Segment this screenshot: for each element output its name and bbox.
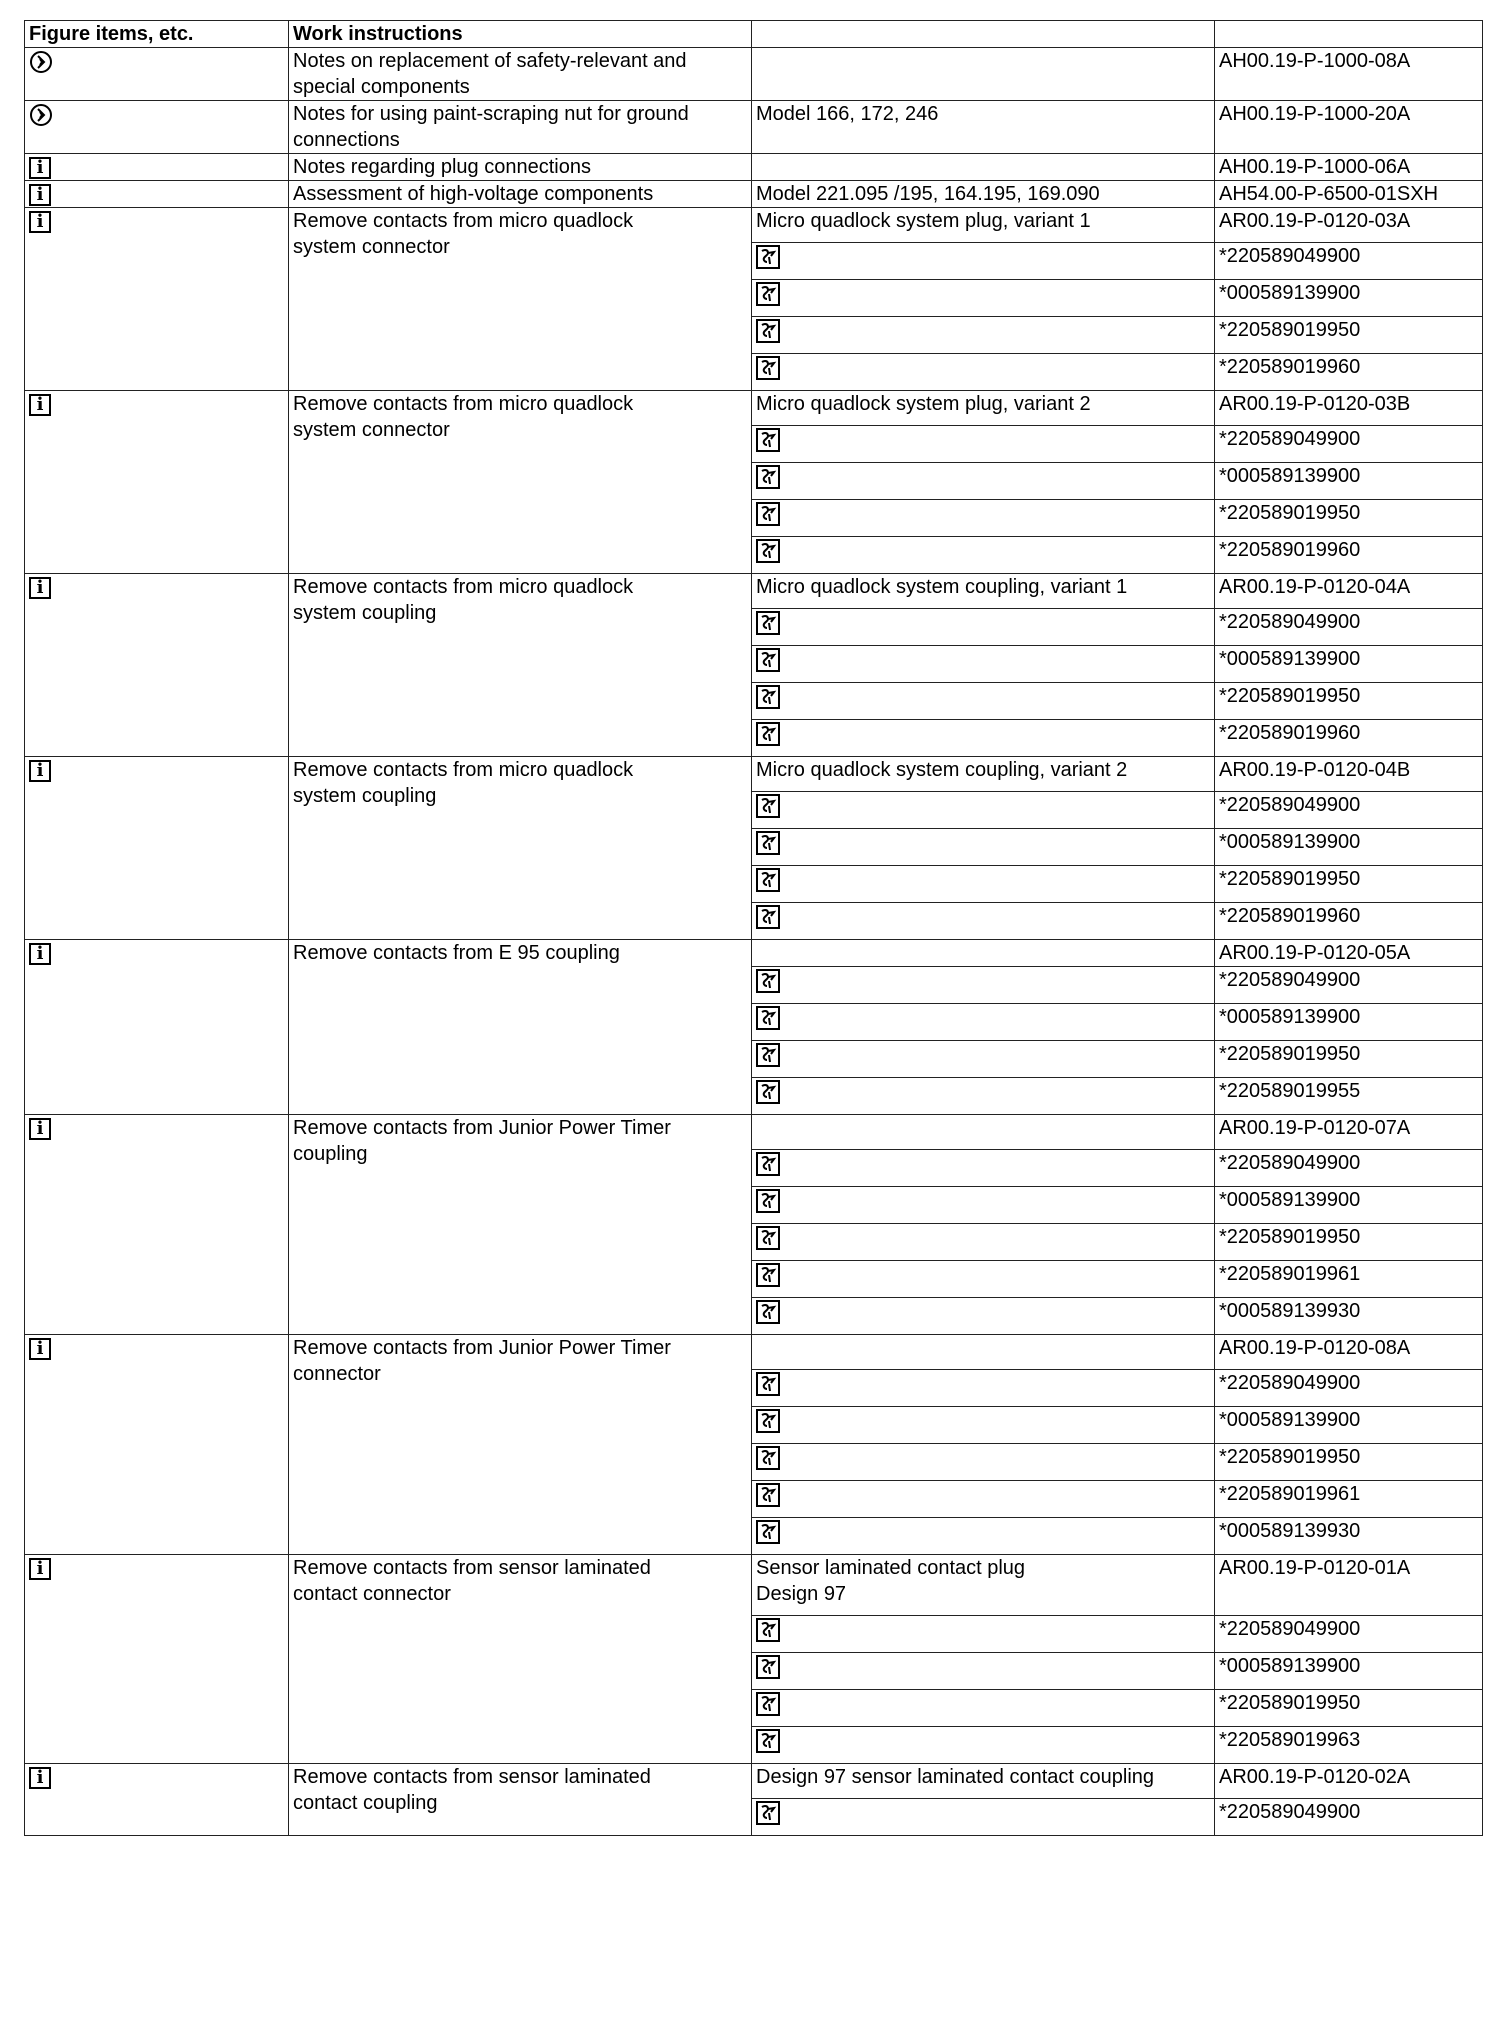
tool-number-cell — [1215, 829, 1483, 866]
instruction-text: contact connector — [293, 1583, 451, 1605]
table-row — [25, 1764, 1483, 1799]
tool-number: *220589019950 — [1219, 1446, 1361, 1468]
info-icon: i — [29, 943, 51, 965]
tool-icon-cell — [752, 1444, 1215, 1481]
special-tool-icon — [756, 539, 780, 563]
tool-number: *000589139900 — [1219, 648, 1361, 670]
document-reference: AH54.00-P-6500-01SXH — [1219, 183, 1439, 205]
tool-icon-cell — [752, 903, 1215, 940]
tool-number: *220589019961 — [1219, 1263, 1361, 1285]
reference-cell — [1215, 1764, 1483, 1799]
reference-cell — [1215, 574, 1483, 609]
instruction-cell — [289, 48, 752, 101]
tool-number-cell — [1215, 1653, 1483, 1690]
tool-number-cell — [1215, 1224, 1483, 1261]
tool-number: *220589049900 — [1219, 1801, 1361, 1823]
figure-cell — [25, 208, 289, 391]
note-text: Micro quadlock system plug, variant 2 — [756, 393, 1091, 415]
tool-icon-cell — [752, 1690, 1215, 1727]
note-text: Model 166, 172, 246 — [756, 103, 939, 125]
tool-icon-cell — [752, 792, 1215, 829]
note-text: Micro quadlock system coupling, variant 2 — [756, 759, 1128, 781]
tool-icon-cell — [752, 280, 1215, 317]
tool-number-cell — [1215, 1799, 1483, 1836]
instruction-cell — [289, 181, 752, 208]
tool-number: *220589019960 — [1219, 539, 1361, 561]
table-row — [25, 574, 1483, 609]
reference-cell — [1215, 1335, 1483, 1370]
reference-cell — [1215, 48, 1483, 101]
info-icon: i — [29, 184, 51, 206]
tool-icon-cell — [752, 1799, 1215, 1836]
table-row — [25, 757, 1483, 792]
instruction-cell — [289, 101, 752, 154]
instruction-text: Remove contacts from micro quadlock — [293, 210, 634, 232]
instruction-text: Remove contacts from sensor laminated — [293, 1557, 651, 1579]
table-row — [25, 1115, 1483, 1150]
table-body — [25, 48, 1483, 1836]
special-tool-icon — [756, 1520, 780, 1544]
tool-number: *220589019963 — [1219, 1729, 1361, 1751]
special-tool-icon — [756, 1300, 780, 1324]
instruction-text: system connector — [293, 236, 450, 258]
figure-cell — [25, 154, 289, 181]
special-tool-icon — [756, 1801, 780, 1825]
tool-number-cell — [1215, 1690, 1483, 1727]
tool-number: *000589139900 — [1219, 1006, 1361, 1028]
document-reference: AR00.19-P-0120-05A — [1219, 942, 1411, 964]
figure-cell — [25, 101, 289, 154]
instruction-text: system connector — [293, 419, 450, 441]
instruction-cell — [289, 391, 752, 574]
tool-icon-cell — [752, 1407, 1215, 1444]
note-cell — [752, 48, 1215, 101]
note-text: Micro quadlock system coupling, variant 1 — [756, 576, 1128, 598]
special-tool-icon — [756, 1263, 780, 1287]
tool-icon-cell — [752, 243, 1215, 280]
note-cell — [752, 208, 1215, 243]
tool-number: *220589019950 — [1219, 1043, 1361, 1065]
tool-icon-cell — [752, 317, 1215, 354]
instruction-text: Notes regarding plug connections — [293, 156, 591, 178]
tool-number-cell — [1215, 1078, 1483, 1115]
tool-number: *000589139930 — [1219, 1300, 1361, 1322]
note-cell — [752, 1115, 1215, 1150]
instruction-text: Remove contacts from micro quadlock — [293, 576, 634, 598]
tool-icon-cell — [752, 1481, 1215, 1518]
reference-cell — [1215, 101, 1483, 154]
special-tool-icon — [756, 282, 780, 306]
tool-number-cell — [1215, 1041, 1483, 1078]
tool-icon-cell — [752, 1298, 1215, 1335]
tool-number: *220589019950 — [1219, 868, 1361, 890]
special-tool-icon — [756, 1226, 780, 1250]
note-cell — [752, 181, 1215, 208]
instruction-cell — [289, 1764, 752, 1836]
tool-number-cell — [1215, 1150, 1483, 1187]
reference-cell — [1215, 757, 1483, 792]
table-row — [25, 208, 1483, 243]
table-row — [25, 391, 1483, 426]
instruction-text: Assessment of high-voltage components — [293, 183, 654, 205]
tool-icon-cell — [752, 463, 1215, 500]
tool-icon-cell — [752, 609, 1215, 646]
info-icon: i — [29, 577, 51, 599]
document-reference: AH00.19-P-1000-20A — [1219, 103, 1411, 125]
special-tool-icon — [756, 1409, 780, 1433]
instruction-text: Remove contacts from micro quadlock — [293, 759, 634, 781]
table-row — [25, 1555, 1483, 1616]
special-tool-icon — [756, 905, 780, 929]
tool-number: *220589049900 — [1219, 428, 1361, 450]
tool-number: *220589049900 — [1219, 611, 1361, 633]
tool-number-cell — [1215, 1407, 1483, 1444]
tool-icon-cell — [752, 1518, 1215, 1555]
special-tool-icon — [756, 722, 780, 746]
info-icon: i — [29, 1558, 51, 1580]
info-icon: i — [29, 157, 51, 179]
tool-number-cell — [1215, 500, 1483, 537]
header-work-instructions: Work instructions — [289, 21, 752, 48]
tool-number: *000589139930 — [1219, 1520, 1361, 1542]
reference-cell — [1215, 1115, 1483, 1150]
instruction-text: Remove contacts from E 95 coupling — [293, 942, 620, 964]
figure-cell — [25, 1764, 289, 1836]
note-cell — [752, 391, 1215, 426]
figure-cell — [25, 1335, 289, 1555]
special-tool-icon — [756, 1006, 780, 1030]
special-tool-icon — [756, 356, 780, 380]
note-text: Model 221.095 /195, 164.195, 169.090 — [756, 183, 1100, 205]
instruction-cell — [289, 574, 752, 757]
instruction-text: Remove contacts from Junior Power Timer — [293, 1337, 671, 1359]
tool-icon-cell — [752, 1187, 1215, 1224]
tool-icon-cell — [752, 829, 1215, 866]
instruction-cell — [289, 1115, 752, 1335]
tool-icon-cell — [752, 500, 1215, 537]
tool-number-cell — [1215, 683, 1483, 720]
tool-number: *000589139900 — [1219, 282, 1361, 304]
tool-number-cell — [1215, 609, 1483, 646]
tool-number-cell — [1215, 903, 1483, 940]
tool-icon-cell — [752, 426, 1215, 463]
document-reference: AR00.19-P-0120-01A — [1219, 1557, 1411, 1579]
figure-cell — [25, 940, 289, 1115]
tool-number-cell — [1215, 1444, 1483, 1481]
tool-icon-cell — [752, 1727, 1215, 1764]
special-tool-icon — [756, 428, 780, 452]
tool-icon-cell — [752, 1004, 1215, 1041]
figure-cell — [25, 1555, 289, 1764]
tool-number-cell — [1215, 1370, 1483, 1407]
special-tool-icon — [756, 1729, 780, 1753]
tool-number: *000589139900 — [1219, 1655, 1361, 1677]
table-row — [25, 48, 1483, 101]
table-row — [25, 1335, 1483, 1370]
instruction-text: special components — [293, 76, 470, 98]
reference-cell — [1215, 1555, 1483, 1616]
tool-number: *000589139900 — [1219, 1189, 1361, 1211]
work-instructions-table — [24, 20, 1483, 1836]
document-reference: AR00.19-P-0120-03B — [1219, 393, 1411, 415]
tool-icon-cell — [752, 354, 1215, 391]
tool-number: *000589139900 — [1219, 831, 1361, 853]
special-tool-icon — [756, 969, 780, 993]
reference-cell — [1215, 208, 1483, 243]
tool-number: *220589019950 — [1219, 502, 1361, 524]
tool-icon-cell — [752, 720, 1215, 757]
note-text: Micro quadlock system plug, variant 1 — [756, 210, 1091, 232]
tool-number: *220589019950 — [1219, 685, 1361, 707]
special-tool-icon — [756, 1189, 780, 1213]
tool-number: *220589019960 — [1219, 356, 1361, 378]
special-tool-icon — [756, 319, 780, 343]
special-tool-icon — [756, 1618, 780, 1642]
note-cell — [752, 154, 1215, 181]
note-cell — [752, 1335, 1215, 1370]
figure-cell — [25, 1115, 289, 1335]
instruction-text: connector — [293, 1363, 381, 1385]
table-row — [25, 154, 1483, 181]
tool-number-cell — [1215, 866, 1483, 903]
note-cell — [752, 1764, 1215, 1799]
special-tool-icon — [756, 245, 780, 269]
special-tool-icon — [756, 1692, 780, 1716]
tool-number-cell — [1215, 1727, 1483, 1764]
figure-cell — [25, 48, 289, 101]
special-tool-icon — [756, 648, 780, 672]
tool-number-cell — [1215, 426, 1483, 463]
special-tool-icon — [756, 1446, 780, 1470]
instruction-text: Remove contacts from Junior Power Timer — [293, 1117, 671, 1139]
header-column-4 — [1215, 21, 1483, 48]
instruction-cell — [289, 208, 752, 391]
info-icon: i — [29, 1118, 51, 1140]
document-reference: AH00.19-P-1000-08A — [1219, 50, 1411, 72]
instruction-text: Remove contacts from micro quadlock — [293, 393, 634, 415]
tool-icon-cell — [752, 537, 1215, 574]
reference-cell — [1215, 154, 1483, 181]
special-tool-icon — [756, 1483, 780, 1507]
info-icon: i — [29, 760, 51, 782]
tool-number-cell — [1215, 354, 1483, 391]
special-tool-icon — [756, 794, 780, 818]
document-reference: AR00.19-P-0120-03A — [1219, 210, 1411, 232]
document-reference: AR00.19-P-0120-07A — [1219, 1117, 1411, 1139]
tool-icon-cell — [752, 967, 1215, 1004]
tool-number-cell — [1215, 967, 1483, 1004]
tool-number: *000589139900 — [1219, 1409, 1361, 1431]
info-icon: i — [29, 394, 51, 416]
note-cell — [752, 1555, 1215, 1616]
special-tool-icon — [756, 831, 780, 855]
table-row — [25, 181, 1483, 208]
tool-number: *220589049900 — [1219, 1618, 1361, 1640]
special-tool-icon — [756, 685, 780, 709]
reference-cell — [1215, 391, 1483, 426]
instruction-cell — [289, 757, 752, 940]
instruction-text: system coupling — [293, 785, 437, 807]
safety-icon — [29, 50, 53, 74]
instruction-text: connections — [293, 129, 400, 151]
tool-number-cell — [1215, 1518, 1483, 1555]
tool-number-cell — [1215, 1187, 1483, 1224]
note-cell — [752, 940, 1215, 967]
tool-number: *220589049900 — [1219, 969, 1361, 991]
tool-number-cell — [1215, 280, 1483, 317]
instruction-cell — [289, 1555, 752, 1764]
tool-number: *220589019955 — [1219, 1080, 1361, 1102]
tool-number: *220589019960 — [1219, 722, 1361, 744]
tool-number: *220589019950 — [1219, 1226, 1361, 1248]
tool-number-cell — [1215, 646, 1483, 683]
document-reference: AR00.19-P-0120-04A — [1219, 576, 1411, 598]
document-reference: AR00.19-P-0120-02A — [1219, 1766, 1411, 1788]
tool-number-cell — [1215, 1261, 1483, 1298]
tool-number: *220589049900 — [1219, 1152, 1361, 1174]
tool-number: *220589019961 — [1219, 1483, 1361, 1505]
info-icon: i — [29, 211, 51, 233]
instruction-text: coupling — [293, 1143, 368, 1165]
instruction-cell — [289, 940, 752, 1115]
tool-number: *220589049900 — [1219, 794, 1361, 816]
tool-icon-cell — [752, 1150, 1215, 1187]
header-figure-items: Figure items, etc. — [25, 21, 289, 48]
tool-number-cell — [1215, 243, 1483, 280]
figure-cell — [25, 181, 289, 208]
tool-number-cell — [1215, 720, 1483, 757]
note-cell — [752, 574, 1215, 609]
tool-number-cell — [1215, 1298, 1483, 1335]
tool-number: *220589049900 — [1219, 1372, 1361, 1394]
instruction-cell — [289, 154, 752, 181]
document-reference: AH00.19-P-1000-06A — [1219, 156, 1411, 178]
tool-icon-cell — [752, 1224, 1215, 1261]
document-reference: AR00.19-P-0120-08A — [1219, 1337, 1411, 1359]
instruction-text: Notes for using paint-scraping nut for ground — [293, 103, 689, 125]
tool-icon-cell — [752, 1078, 1215, 1115]
note-text: Design 97 — [756, 1583, 847, 1605]
info-icon: i — [29, 1338, 51, 1360]
tool-number: *220589049900 — [1219, 245, 1361, 267]
special-tool-icon — [756, 502, 780, 526]
note-text: Sensor laminated contact plug — [756, 1557, 1026, 1579]
special-tool-icon — [756, 868, 780, 892]
tool-number: *220589019960 — [1219, 905, 1361, 927]
tool-number: *220589019950 — [1219, 319, 1361, 341]
tool-icon-cell — [752, 1041, 1215, 1078]
tool-icon-cell — [752, 866, 1215, 903]
special-tool-icon — [756, 611, 780, 635]
special-tool-icon — [756, 1372, 780, 1396]
document-reference: AR00.19-P-0120-04B — [1219, 759, 1411, 781]
tool-icon-cell — [752, 646, 1215, 683]
tool-number-cell — [1215, 1616, 1483, 1653]
special-tool-icon — [756, 465, 780, 489]
figure-cell — [25, 757, 289, 940]
instruction-text: Notes on replacement of safety-relevant and — [293, 50, 687, 72]
tool-number-cell — [1215, 1481, 1483, 1518]
figure-cell — [25, 391, 289, 574]
tool-number-cell — [1215, 792, 1483, 829]
table-row — [25, 101, 1483, 154]
special-tool-icon — [756, 1655, 780, 1679]
note-cell — [752, 757, 1215, 792]
instruction-text: contact coupling — [293, 1792, 438, 1814]
special-tool-icon — [756, 1043, 780, 1067]
special-tool-icon — [756, 1080, 780, 1104]
tool-number-cell — [1215, 317, 1483, 354]
note-text: Design 97 sensor laminated contact coupling — [756, 1766, 1155, 1788]
tool-number: *000589139900 — [1219, 465, 1361, 487]
tool-number: *220589019950 — [1219, 1692, 1361, 1714]
tool-number-cell — [1215, 463, 1483, 500]
special-tool-icon — [756, 1152, 780, 1176]
note-cell — [752, 101, 1215, 154]
tool-icon-cell — [752, 1653, 1215, 1690]
tool-number-cell — [1215, 537, 1483, 574]
reference-cell — [1215, 181, 1483, 208]
reference-cell — [1215, 940, 1483, 967]
tool-icon-cell — [752, 1370, 1215, 1407]
info-icon: i — [29, 1767, 51, 1789]
table-header-row — [25, 21, 1483, 48]
tool-icon-cell — [752, 1261, 1215, 1298]
table-row — [25, 940, 1483, 967]
instruction-cell — [289, 1335, 752, 1555]
instruction-text: system coupling — [293, 602, 437, 624]
tool-icon-cell — [752, 1616, 1215, 1653]
figure-cell — [25, 574, 289, 757]
safety-icon — [29, 103, 53, 127]
instruction-text: Remove contacts from sensor laminated — [293, 1766, 651, 1788]
tool-number-cell — [1215, 1004, 1483, 1041]
header-column-3 — [752, 21, 1215, 48]
tool-icon-cell — [752, 683, 1215, 720]
